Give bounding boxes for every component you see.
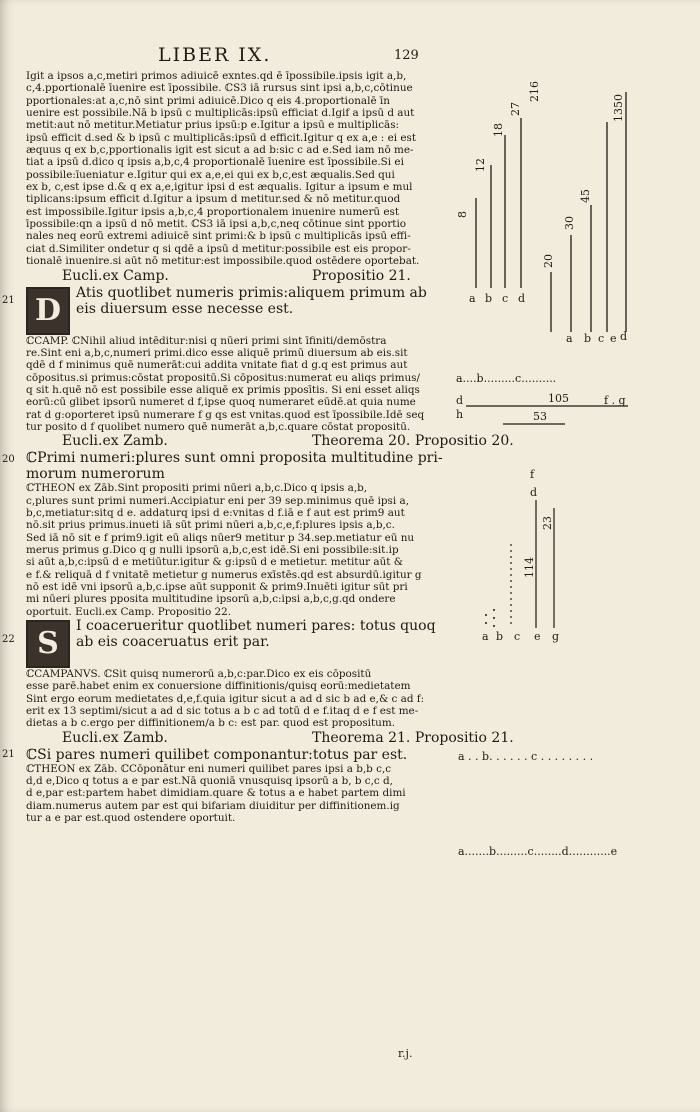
dot-mark [510,604,512,606]
enunciation-line: eis diuersum esse necesse est. [76,300,294,317]
enunciation-line: Atis quotlibet numeris primis:aliquem primum ab [76,284,427,301]
text-line: īpossibile:qn a ipsū d nō metit. ℂS3 iā ipsi a,b,c,neq cōtinue sint pportio [26,218,407,231]
figure-letter: b [496,630,504,643]
text-line: cōpositus.si primus:cōstat propositū.Si cōpositus:numerat eu aliqs primus/ [26,371,420,384]
dotted-row: a.......b.........c........d............e [458,845,618,858]
dot-mark [510,568,512,570]
figure-value: 12 [474,158,487,172]
decorated-initial: S [26,620,70,668]
figure-dotted-columns [485,544,512,627]
figure-letter: c [502,292,509,305]
dot-mark [493,617,495,619]
text-line: nō.sit prius primus.inueti iā sūt primi nūeri a,b,c,e,f:plures ipsis a,b,c. [26,519,395,532]
text-line: rat d g:oporteret ipsū numerare f g qs est vnitas.quod est īpossibile.Idē seq [26,408,425,421]
text-line: qdē d f minimus quē numerāt:cui addita vnitate fiat d g.q est primus aut [26,359,408,372]
text-line: d e,par est:partem habet dimidiam.quare & totus a e habet partem dimi [26,787,406,800]
dot-mark [510,586,512,588]
margin-number: 21 [2,748,15,760]
figure-value: 27 [509,102,522,116]
figure-value: 18 [492,123,505,137]
text-line: dietas a b c.ergo per diffinitionem/a b c: est par. quod est propositum. [26,717,396,730]
enunciation-line: I coacerueritur quotlibet numeri pares: totus quoq [76,618,436,635]
text-line: ciat d.Similiter ondetur q si qdē a ipsū d metitur:possibile est eis propor- [26,242,411,255]
text-line: uenire est possibile.Nā b ipsū c multiplicās:ipsū efficiat d.Igif a ipsū d aut [26,107,415,120]
dot-mark [485,622,487,624]
figure-letter: d [518,292,526,305]
dot-mark [493,609,495,611]
text-line: ℂTHEON ex Zāb.Sint propositi primi nūeri a,b,c.Dico q ipsis a,b, [26,482,368,495]
text-line: eorū:cū glibet ipsorū numeret d f,ipse quoq numeraret eūdē.at quia nume [26,396,416,409]
dot-mark [510,622,512,624]
dot-mark [510,610,512,612]
text-line: merus primus g.Dico q g nulli ipsorū a,b,c,est idē.Si eni possibile:sit.ip [26,543,399,556]
dot-mark [510,556,512,558]
dot-mark [510,562,512,564]
figure-letter: e [534,630,541,643]
text-line: Igit a ipsos a,c,metiri primos adiuicē exntes.qd ē īpossibile.ipsis igit a,b, [26,70,407,82]
figure-letter: f [530,468,535,481]
text-line: metit:aut nō metitur.Metiatur prius ipsū:p e.Igitur a ipsū e multiplicās: [26,119,400,132]
text-line: d,d e,Dico q totus a e par est.Nā quoniā vnusquisq ipsorū a b, b c,c d, [26,775,393,788]
text-line: tiplicans:ipsum efficit d.Igitur a ipsum d metitur.sed & nō metitur.quod [26,193,401,206]
figure-letter: d [530,486,538,499]
dot-mark [510,598,512,600]
text-line: q sit h.quē nō est possibile esse aliquē ex primis pposītis. Si eni esset aliqs [26,383,420,396]
figure-value: 114 [523,557,536,578]
text-line: Sed iā nō sit e f prim9.igit eū aliqs nūer9 metitur p 34.sep.metiatur eū nu [26,531,415,544]
figure-value: 45 [579,189,592,203]
figure-letter: c [514,630,521,643]
figure-proportional-lines-1 [476,118,521,288]
text-line: tiat a ipsū d.dico q ipsis a,b,c,4 proportionalē īuenire est īpossibile.Si ei [26,156,404,169]
dot-mark [510,550,512,552]
dot-mark [510,544,512,546]
figure-value: 216 [528,81,541,102]
enunciation-line: morum numerorum [26,466,165,483]
figure-letter: a [469,292,476,305]
figure-letter: h [456,408,464,421]
figure-letter: b [485,292,493,305]
heading-proposition: Theorema 20. Propositio 20. [312,433,514,450]
figure-proportional-lines-2 [551,92,626,332]
text-line: tur a e par est.quod ostendere oportuit. [26,812,236,825]
text-line: erit ex 13 septimi/sicut a ad d sic totus a b c ad totū d e f.itaq d e f est me- [26,705,419,718]
text-line: possibile:īueniatur e.Igitur qui ex a,e,ei qui ex b,c,est æqualis.Sed qui [26,168,395,181]
heading-source: Eucli.ex Camp. [62,267,169,284]
signature-mark: r.j. [398,1047,413,1060]
margin-number: 21 [2,294,15,306]
figure-letter: c [598,332,605,345]
dot-mark [485,614,487,616]
text-line: nō est idē vni ipsorū a,b,c.ipse aūt supponit & prim9.Inuēti igitur sūt pri [26,581,408,593]
heading-source: Eucli.ex Zamb. [62,729,168,746]
text-line: æquus q ex b,c,pportionalis igit est sicut a ad b:sic c ad e.Sed iam nō me- [26,144,414,157]
figure-letter: b [584,332,592,345]
text-line: b,c,metiatur:sitq d e. addaturq ipsi d e:vnitas d f.iā e f aut est prim9 aut [26,506,405,519]
text-line: c,4.pportionalē īuenire est īpossibile. ℂS3 iā rursus sint ipsi a,b,c,cōtinue [26,82,413,95]
text-line: si aūt a,b,c:ipsū d e metiūtur.igitur & g:ipsū d e metietur. metitur aūt & [26,556,404,569]
text-line: tur posito d f quolibet numero quē numerāt a,b,c.quare cōstat propositū. [26,420,411,433]
figure-value: 1350 [612,94,625,122]
figure-letter: d [620,330,628,343]
margin-number: 20 [2,454,15,466]
dot-mark [510,580,512,582]
dot-mark [510,616,512,618]
margin-number: 22 [2,634,15,646]
figure-letter: a [566,332,573,345]
text-line: Sint ergo eorum medietates d,e,f.quia igitur sicut a ad d sic b ad e,& c ad f: [26,692,425,705]
text-line: est impossibile.Igitur ipsis a,b,c,4 proportionalem inuenire numerū est [26,205,400,218]
figure-letter: d [456,394,464,407]
text-line: ℂCAMP. ℂNihil aliud intēditur:nisi q nūeri primi sint īfiniti/demōstra [26,334,387,347]
text-line: esse parē.habet enim ex conuersione diffinitionis/quisq eorū:medietatem [26,680,411,693]
enunciation-line: ab eis coaceruatus erit par. [76,634,270,651]
text-line: e f.& reliquā d f vnitatē metietur g numerus exīstēs.qd est absurdū.igitur g [26,568,422,581]
text-line: ex b, c,est ipse d.& q ex a,e,igitur ipsi d est æqualis. Igitur a ipsum e mul [26,181,413,194]
figure-letter: e [610,332,617,345]
enunciation-line: ℂPrimi numeri:plures sunt omni proposita multitudine pri- [26,450,443,467]
text-line: nales neq eorū extremi adiuicē sint primi:& b ipsū c multiplicās ipsū effi- [26,230,411,243]
heading-proposition: Propositio 21. [312,267,411,284]
text-line: oportuit. Eucli.ex Camp. Propositio 22. [26,605,232,618]
figure-value: 53 [533,410,547,423]
figure-letter: a [482,630,489,643]
text-line: diam.numerus autem par est qui bifariam diuiditur per diffinitionem.ig [26,799,400,812]
text-line: ℂCAMPANVS. ℂSit quisq numerorū a,b,c:par.Dico ex eis cōpositū [26,668,372,681]
folio-number: 129 [394,48,419,63]
running-title: LIBER IX. [158,44,272,66]
heading-source: Eucli.ex Zamb. [62,433,168,450]
text-line: c,plures sunt primi numeri.Accipiatur eni per 39 sep.minimus quē ipsi a, [26,494,410,507]
dot-mark [493,625,495,627]
text-line: ipsū efficit d.sed & b ipsū c multiplicās:ipsū d efficit.Igitur q ex a,e : ei est [26,131,417,144]
figure-value: 105 [548,392,569,405]
text-line: pportionales:at a,c,nō sint primi adiuicē.Dico q eis 4.proportionalē īn [26,94,390,107]
dot-mark [510,592,512,594]
figure-value: 30 [563,216,576,230]
figure-letter: f . g [604,394,626,407]
figure-letter: g [552,630,560,643]
dotted-row: a....b.........c.......... [456,372,557,385]
dotted-row: a . . b. . . . . . c . . . . . . . . [458,750,594,763]
dot-mark [510,574,512,576]
figure-value: 8 [456,211,469,218]
text-line: mi nūeri plures pposita multitudine ipsorū a,b,c:ipsi a,b,c,g.qd ondere [26,593,396,606]
enunciation-line: ℂSi pares numeri quilibet componantur:totus par est. [26,746,408,763]
figure-value: 23 [541,516,554,530]
decorated-initial: D [26,287,70,335]
figure-value: 20 [542,254,555,268]
text-line: tionalē inuenire.si aūt nō metitur:est impossibile.quod ostēdere oportebat. [26,255,420,268]
text-line: re.Sint eni a,b,c,numeri primi.dico esse aliquē primū diuersum ab eis.sit [26,346,408,359]
text-line: ℂTHEON ex Zāb. ℂCōponātur eni numeri quilibet pares ipsi a b,b c,c [26,762,392,775]
heading-proposition: Theorema 21. Propositio 21. [312,729,514,746]
